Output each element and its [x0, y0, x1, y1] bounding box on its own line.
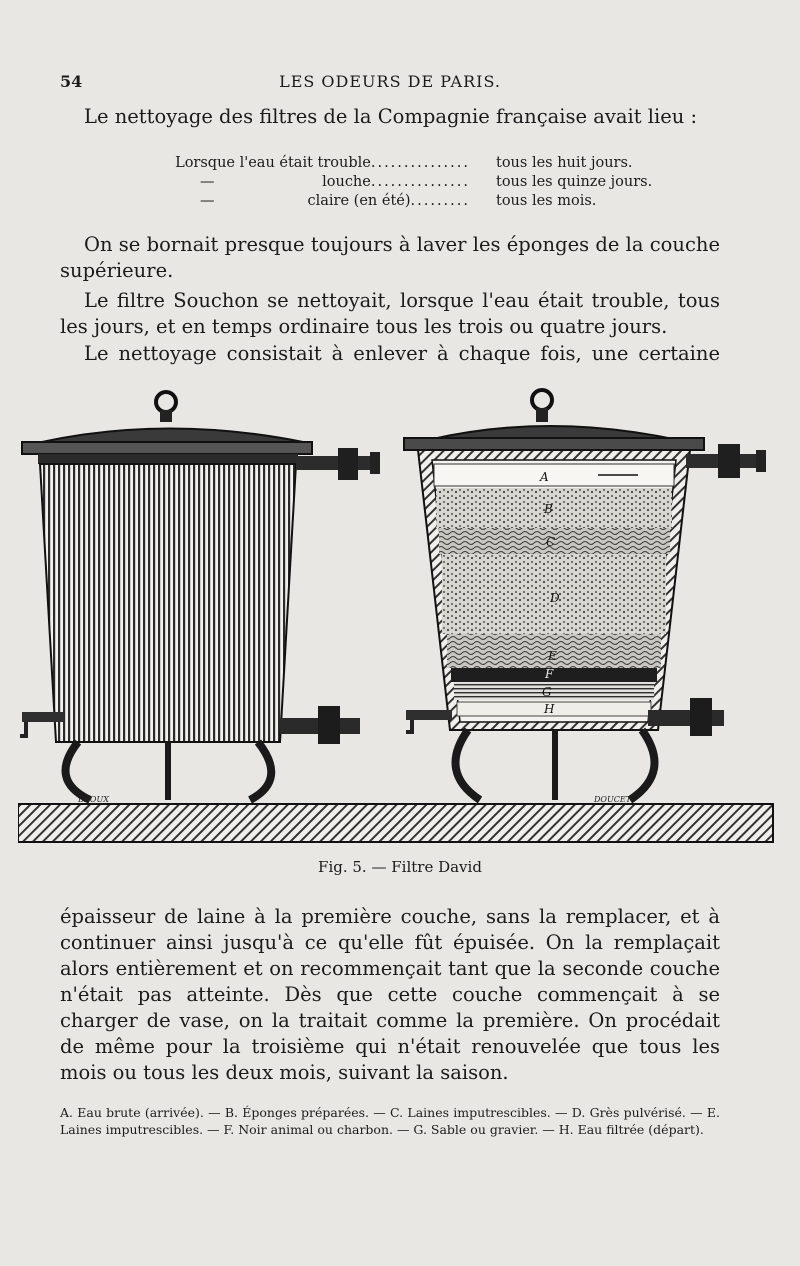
figure-caption: Fig. 5. — Filtre David — [318, 858, 482, 876]
svg-text:G: G — [542, 685, 552, 699]
svg-text:H: H — [544, 702, 555, 716]
svg-text:E: E — [548, 649, 557, 663]
running-title: LES ODEURS DE PARIS. — [279, 72, 501, 91]
leader-dots: ............... — [370, 174, 470, 190]
cleaning-schedule — [60, 154, 720, 211]
paragraph: Le nettoyage consistait à enlever à chaque fois, une certaine — [84, 342, 720, 365]
ditto-dash: — — [200, 193, 215, 209]
continuation-paragraph: épaisseur de laine à la première couche, sans la remplacer, et à continuer ainsi jusqu'à ce qu'elle fût épuisée. On la remplaçait alors entièrement et on recommençait tant que la seconde couche n'était pas atteinte. Dès que cette couche commençait à se charger de vase, on la traitait comme la première. On procédait de même pour la troisième qui n'était renouvelée que tous les mois ou tous les deux mois, suivant la saison. — [60, 905, 720, 1084]
schedule-row — [60, 154, 720, 173]
filter-illustration — [18, 380, 778, 850]
svg-text:B: B — [544, 502, 553, 516]
schedule-row — [60, 173, 720, 192]
engraver-signature: DOUCET — [594, 795, 632, 804]
closed-filter — [20, 392, 380, 800]
page-header — [60, 72, 720, 96]
ditto-dash: — — [200, 174, 215, 190]
schedule-condition: claire (en été) — [307, 193, 411, 209]
intro-line: Le nettoyage des filtres de la Compagnie française avait lieu : — [84, 105, 698, 128]
engraver-signature: BROUX — [78, 795, 109, 804]
leader-dots: ............... — [370, 155, 470, 171]
svg-text:A: A — [540, 470, 549, 484]
schedule-frequency: tous les quinze jours. — [496, 174, 653, 190]
schedule-frequency: tous les mois. — [496, 193, 597, 209]
svg-text:D: D — [550, 591, 560, 605]
schedule-condition: Lorsque l'eau était trouble — [175, 155, 371, 171]
page-number: 54 — [60, 72, 83, 91]
paragraph: On se bornait presque toujours à laver les éponges de la couche supérieure. — [60, 233, 720, 282]
ground-slab — [18, 804, 773, 842]
paragraph: Le filtre Souchon se nettoyait, lorsque l'eau était trouble, tous les jours, et en temps ordinaire tous les trois ou quatre jours. — [60, 289, 720, 338]
filtre-david-engraving — [18, 380, 778, 850]
sectioned-filter — [404, 390, 766, 800]
schedule-condition: louche — [322, 174, 371, 190]
figure-legend: A. Eau brute (arrivée). — B. Éponges préparées. — C. Laines imputrescibles. — D. Grès pulvérisé. — E. Laines imputrescibles. — F. Noir animal ou charbon. — G. Sable ou gravier. — H. Eau filtrée (départ). — [60, 1105, 720, 1137]
leader-dots: ......... — [410, 193, 470, 209]
schedule-row — [60, 192, 720, 211]
svg-text:C: C — [546, 535, 556, 549]
svg-text:F: F — [545, 667, 554, 681]
schedule-frequency: tous les huit jours. — [496, 155, 633, 171]
